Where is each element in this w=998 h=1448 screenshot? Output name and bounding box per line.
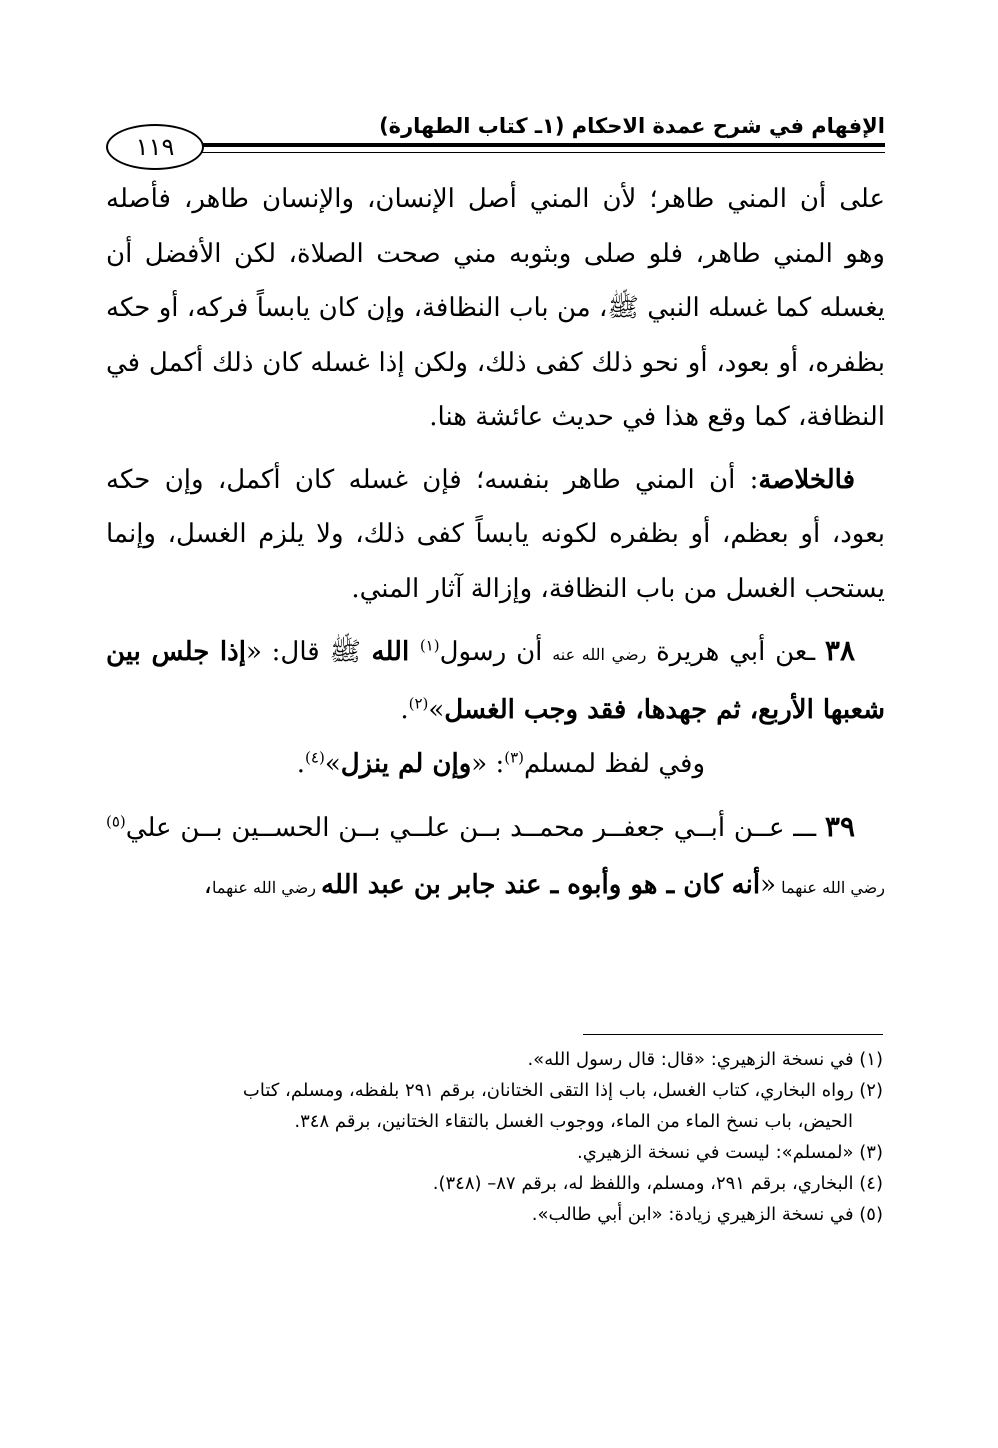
hadith-38 — [106, 624, 885, 737]
footnote-2-cont: الحيض، باب نسخ الماء من الماء، ووجوب الغسل بالتقاء الختانين، برقم ٣٤٨. — [294, 1111, 853, 1132]
honorific-glyph-3: رضي الله عنهما — [212, 878, 322, 897]
allah-word: الله — [360, 637, 420, 667]
hadith-39-open: « — [760, 870, 777, 900]
salawat-glyph: ﷺ — [329, 637, 361, 667]
footnote-ref-2[interactable]: (٢) — [408, 693, 429, 712]
muslim-close: » — [324, 749, 341, 779]
quote-close: » — [428, 694, 445, 725]
hadith-38-end: . — [400, 694, 409, 725]
paragraph-summary — [106, 453, 885, 617]
book-title: الإفهام في شرح عمدة الاحكام (١ـ كتاب الطهارة) — [379, 114, 885, 138]
footnote-1: (١) في نسخة الزهيري: «قال: قال رسول الله». — [527, 1049, 883, 1070]
honorific-glyph-2: رضي الله عنهما — [776, 878, 885, 897]
footnotes — [106, 1044, 883, 1230]
footnote-4: (٤) البخاري، برقم ٢٩١، ومسلم، واللفظ له، برقم ٨٧– (٣٤٨). — [432, 1173, 883, 1194]
header-rule-thin — [201, 152, 885, 153]
footnote-ref-5[interactable]: (٥) — [106, 811, 126, 830]
footnote-3: (٣) «لمسلم»: ليست في نسخة الزهيري. — [577, 1142, 883, 1163]
muslim-text2: : « — [471, 749, 505, 779]
page-number-badge — [106, 124, 204, 170]
hadith-39-quote: أنه كان ـ هو وأبوه ـ عند جابر بن عبد الله — [321, 870, 761, 900]
summary-text: : أن المني طاهر بنفسه؛ فإن غسله كان أكمل، وإن حكه بعود، أو بعظم، أو بظفره لكونه يابساً كفى ذلك، ولا يلزم الغسل، وإنما يستحب الغسل من باب النظافة، وإزالة آثار المني. — [106, 464, 885, 604]
footnote-5: (٥) في نسخة الزهيري زيادة: «ابن أبي طالب». — [531, 1204, 883, 1225]
hadith-38-intro: ـعن أبي هريرة — [646, 637, 825, 667]
muslim-variant — [106, 737, 885, 792]
hadith-39-end: ، — [203, 870, 213, 900]
honorific-glyph: رضي الله عنه — [552, 645, 647, 664]
footnote-separator — [583, 1034, 883, 1035]
hadith-39-text1: ـــ عــن أبــي جعفــر محمــد بــن علــي بــن الحســين بــن علي — [125, 812, 825, 843]
hadith-number-39: ٣٩ — [824, 809, 855, 843]
hadith-38-quote: إذا جلس بين شعبها الأربع، ثم جهدها، فقد وجب الغسل — [106, 637, 885, 725]
footnote-ref-1[interactable]: (١) — [419, 636, 440, 655]
hadith-39 — [106, 800, 885, 916]
footnote-ref-4[interactable]: (٤) — [305, 748, 325, 767]
footnote-ref-3[interactable]: (٣) — [504, 748, 524, 767]
hadith-number-38: ٣٨ — [824, 634, 855, 667]
summary-label: فالخلاصة — [758, 464, 855, 495]
hadith-38-text1: أن رسول — [439, 637, 553, 667]
page-header — [106, 110, 885, 170]
muslim-quote: وإن لم ينزل — [340, 749, 472, 779]
footnote-2: (٢) رواه البخاري، كتاب الغسل، باب إذا التقى الختانان، برقم ٢٩١ بلفظه، ومسلم، كتاب — [242, 1080, 883, 1101]
hadith-38-text2: قال: « — [245, 637, 330, 667]
paragraph-1: على أن المني طاهر؛ لأن المني أصل الإنسان، والإنسان طاهر، فأصله وهو المني طاهر، فلو صلى وبثوبه مني صحت الصلاة، لكن الأفضل أن يغسله كما غسله النبي ﷺ، من باب النظافة، وإن كان يابساً فركه، أو حكه بظفره، أو بعود، أو نحو ذلك كفى ذلك، ولكن إذا غسله كان ذلك أكمل في النظافة، كما وقع هذا في حديث عائشة هنا. — [106, 184, 885, 432]
header-rule-thick — [201, 143, 885, 147]
muslim-end: . — [296, 749, 306, 779]
page-number: ١١٩ — [135, 133, 175, 161]
page-body — [106, 172, 885, 916]
muslim-text1: وفي لفظ لمسلم — [524, 749, 705, 779]
